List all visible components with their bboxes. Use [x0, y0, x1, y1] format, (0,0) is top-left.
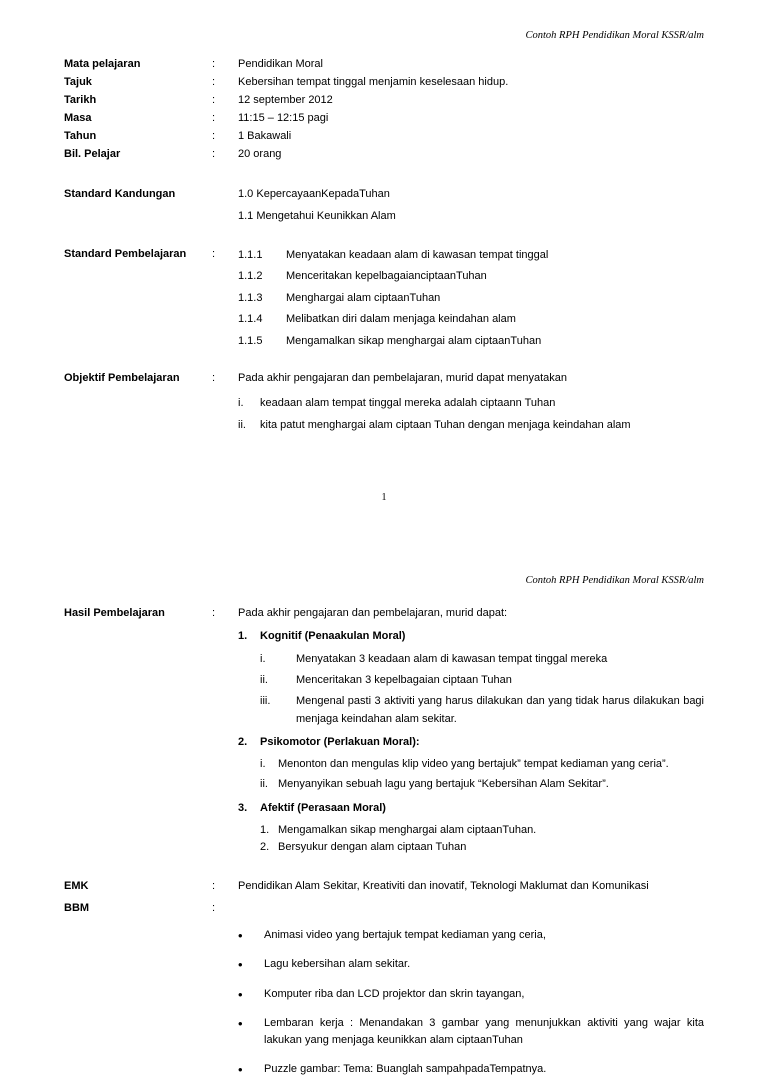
item-text: Mengamalkan sikap menghargai alam ciptaanTuhan. — [278, 823, 537, 836]
hasil-pembelajaran-section — [64, 606, 704, 622]
section-label: Standard Pembelajaran — [64, 247, 187, 260]
item-text: Menyanyikan sebuah lagu yang bertajuk “Kebersihan Alam Sekitar”. — [278, 778, 609, 791]
page-header-note-2: Contoh RPH Pendidikan Moral KSSR/alm — [525, 575, 704, 587]
row-value: Kebersihan tempat tinggal menjamin keselesaan hidup. — [238, 75, 509, 88]
row-value: Pendidikan Moral — [238, 58, 323, 70]
standard-pembelajaran-section — [64, 247, 704, 350]
bbm-bullet-list — [238, 927, 704, 1079]
section-colon: : — [212, 372, 216, 384]
sk-num-2: 1.1 — [238, 209, 254, 222]
hasil-pembelajaran-row — [64, 606, 704, 622]
section-value — [238, 371, 704, 434]
list-item — [238, 247, 704, 264]
table-row — [64, 57, 704, 73]
row-label: Bil. Pelajar — [64, 147, 121, 160]
lesson-info-table — [64, 57, 704, 163]
item-text: Menyatakan keadaan alam di kawasan tempat tinggal — [286, 248, 549, 261]
item-number: 1.1.2 — [238, 270, 263, 282]
item-number: ii. — [260, 778, 268, 791]
bullet-icon: • — [238, 927, 243, 943]
standard-kandungan-row — [64, 209, 704, 225]
standard-pembelajaran-row — [64, 247, 704, 350]
group-number: 1. — [238, 630, 248, 643]
table-row — [64, 147, 704, 163]
list-item — [238, 927, 704, 945]
section-value — [238, 187, 704, 203]
item-text: Menceritakan kepelbagaianciptaanTuhan — [286, 270, 487, 282]
item-text: Menonton dan mengulas klip video yang bertajuk” tempat kediaman yang ceria”. — [278, 757, 669, 770]
row-label: Mata pelajaran — [64, 58, 141, 70]
list-item — [238, 268, 704, 285]
sk-text-2: Mengetahui Keunikkan Alam — [256, 209, 396, 222]
section-colon: : — [212, 607, 216, 620]
bullet-icon: • — [238, 1062, 243, 1078]
row-colon: : — [212, 111, 216, 124]
row-value: 12 september 2012 — [238, 93, 333, 106]
item-text: Menghargai alam ciptaanTuhan — [286, 291, 441, 304]
group-number: 3. — [238, 802, 248, 814]
page-number: 1 — [381, 492, 387, 504]
bbm-row — [64, 901, 704, 917]
item-number: 1.1.4 — [238, 313, 263, 325]
row-label: Tahun — [64, 129, 97, 142]
bullet-icon: • — [238, 957, 243, 973]
section-value: Pada akhir pengajaran dan pembelajaran, murid dapat: — [238, 607, 508, 620]
standard-kandungan-row — [64, 187, 704, 203]
item-text: Mengenal pasti 3 aktiviti yang harus dilakukan dan yang tidak harus dilakukan bagi menjaga keindahan alam sekitar. — [296, 694, 704, 726]
list-item — [260, 776, 704, 794]
group-title: Psikomotor (Perlakuan Moral): — [260, 736, 420, 749]
group-afektif — [238, 800, 704, 857]
item-text: Puzzle gambar: Tema: Buanglah sampahpadaTempatnya. — [264, 1063, 547, 1076]
list-item — [260, 756, 704, 774]
item-number: 1.1.5 — [238, 334, 263, 347]
section-colon: : — [212, 247, 216, 260]
sk-text-1: KepercayaanKepadaTuhan — [256, 187, 390, 200]
item-number: i. — [238, 396, 244, 409]
group-title: Afektif (Perasaan Moral) — [260, 802, 386, 814]
section-label: Objektif Pembelajaran — [64, 372, 180, 384]
item-number: 1.1.3 — [238, 291, 263, 304]
row-value: 11:15 – 12:15 pagi — [238, 111, 329, 124]
item-text: Lagu kebersihan alam sekitar. — [264, 958, 411, 971]
section-colon: : — [212, 879, 216, 892]
bullet-icon: • — [238, 1016, 243, 1032]
group-heading — [238, 628, 704, 646]
section-value — [238, 247, 704, 350]
list-item — [238, 1015, 704, 1049]
row-value: 1 Bakawali — [238, 129, 292, 142]
section-label: EMK — [64, 879, 89, 892]
list-item — [238, 311, 704, 328]
section-value: Pendidikan Alam Sekitar, Kreativiti dan inovatif, Teknologi Maklumat dan Komunikasi — [238, 879, 649, 892]
group-number: 2. — [238, 736, 248, 749]
item-number: ii. — [238, 418, 246, 431]
table-row — [64, 111, 704, 127]
list-item — [260, 839, 704, 857]
section-label: Standard Kandungan — [64, 187, 176, 200]
item-number: 2. — [260, 841, 270, 854]
section-colon: : — [212, 901, 216, 914]
item-number: i. — [260, 652, 266, 665]
objektif-pembelajaran-section — [64, 371, 704, 434]
list-item — [238, 1061, 704, 1079]
page-1-content — [0, 41, 768, 503]
group-heading — [238, 800, 704, 818]
list-item — [238, 986, 704, 1004]
table-row — [64, 75, 704, 91]
list-item — [238, 290, 704, 307]
emk-row — [64, 879, 704, 895]
group-heading — [238, 734, 704, 752]
table-row — [64, 93, 704, 109]
group-kognitif — [238, 628, 704, 728]
objektif-pembelajaran-row — [64, 371, 704, 434]
item-number: ii. — [260, 673, 268, 686]
item-number: 1.1.1 — [238, 248, 263, 261]
item-number: iii. — [260, 694, 271, 707]
item-number: 1. — [260, 823, 270, 836]
list-item — [260, 822, 704, 840]
row-colon: : — [212, 93, 216, 106]
group-psikomotor — [238, 734, 704, 794]
section-label: Hasil Pembelajaran — [64, 607, 165, 620]
sk-num-1: 1.0 — [238, 187, 254, 200]
item-text: Lembaran kerja : Menandakan 3 gambar yang menunjukkan aktiviti yang wajar kita lakukan yang menjaga keunikkan alam ciptaanTuhan — [264, 1017, 704, 1047]
page-2-content — [0, 586, 768, 1079]
list-item — [260, 671, 704, 689]
bullet-icon: • — [238, 986, 243, 1002]
list-item — [260, 650, 704, 668]
hasil-pembelajaran-groups — [238, 628, 704, 857]
list-item — [238, 395, 704, 413]
item-text: Animasi video yang bertajuk tempat kediaman yang ceria, — [264, 928, 546, 941]
list-item — [238, 956, 704, 974]
list-item — [260, 692, 704, 728]
item-text: Mengamalkan sikap menghargai alam ciptaanTuhan — [286, 334, 542, 347]
item-text: Melibatkan diri dalam menjaga keindahan alam — [286, 313, 516, 325]
item-number: i. — [260, 757, 266, 770]
item-text: kita patut menghargai alam ciptaan Tuhan dengan menjaga keindahan alam — [260, 418, 631, 431]
page-header-note: Contoh RPH Pendidikan Moral KSSR/alm — [525, 30, 704, 41]
row-label: Masa — [64, 111, 92, 124]
section-label: BBM — [64, 901, 90, 914]
row-label: Tarikh — [64, 93, 97, 106]
item-text: Menceritakan 3 kepelbagaian ciptaan Tuhan — [296, 673, 512, 686]
list-item — [238, 417, 704, 435]
table-row — [64, 129, 704, 145]
section-value — [238, 209, 704, 225]
standard-kandungan-section — [64, 187, 704, 225]
row-label: Tajuk — [64, 75, 92, 88]
item-text: keadaan alam tempat tinggal mereka adalah ciptaann Tuhan — [260, 396, 556, 409]
row-colon: : — [212, 75, 216, 88]
row-colon: : — [212, 147, 216, 160]
item-text: Menyatakan 3 keadaan alam di kawasan tempat tinggal mereka — [296, 652, 608, 665]
objektif-intro: Pada akhir pengajaran dan pembelajaran, murid dapat menyatakan — [238, 372, 567, 384]
row-colon: : — [212, 129, 216, 142]
item-text: Bersyukur dengan alam ciptaan Tuhan — [278, 841, 467, 854]
list-item — [238, 333, 704, 350]
item-text: Komputer riba dan LCD projektor dan skrin tayangan, — [264, 987, 525, 1000]
row-value: 20 orang — [238, 147, 282, 160]
row-colon: : — [212, 58, 216, 70]
group-title: Kognitif (Penaakulan Moral) — [260, 630, 406, 643]
